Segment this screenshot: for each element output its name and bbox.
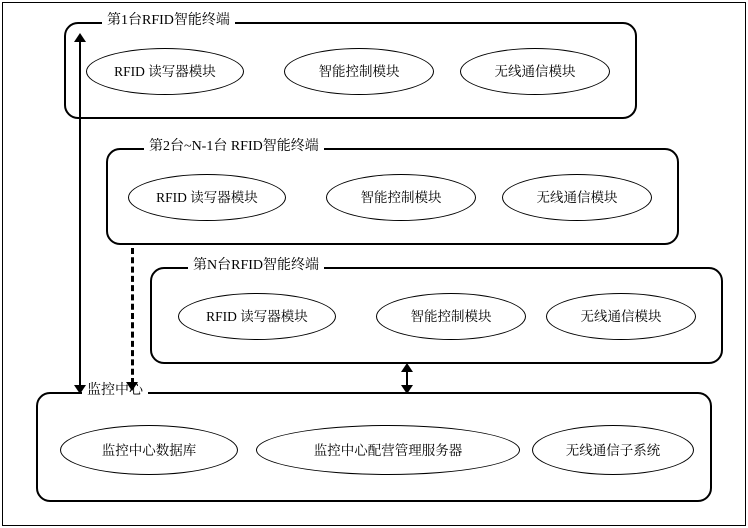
connector-terminal1-to-center [79,40,81,392]
module-rfid-reader-2: RFID 读写器模块 [128,174,286,221]
module-smart-control-1: 智能控制模块 [284,48,434,95]
module-rfid-reader-1: RFID 读写器模块 [86,48,244,95]
module-center-database: 监控中心数据库 [60,425,238,475]
module-rfid-reader-n: RFID 读写器模块 [178,293,336,340]
arrow-down-center-mid [401,385,413,394]
connector-terminal2-to-center-dashed [131,248,134,384]
terminal-group-2-title: 第2台~N-1台 RFID智能终端 [144,139,324,155]
arrow-up-terminal1 [74,33,86,42]
monitoring-center-title: 监控中心 [82,383,148,399]
arrow-up-terminaln [401,363,413,372]
arrow-down-center-left [74,385,86,394]
module-wireless-comm-1: 无线通信模块 [460,48,610,95]
terminal-group-1-title: 第1台RFID智能终端 [102,13,235,29]
terminal-group-n-title: 第N台RFID智能终端 [188,258,324,274]
module-smart-control-2: 智能控制模块 [326,174,476,221]
module-smart-control-n: 智能控制模块 [376,293,526,340]
module-wireless-comm-n: 无线通信模块 [546,293,696,340]
module-wireless-subsystem: 无线通信子系统 [532,425,694,475]
module-center-config-server: 监控中心配营管理服务器 [256,425,520,475]
arrow-down-center-dashed [126,382,138,391]
module-wireless-comm-2: 无线通信模块 [502,174,652,221]
